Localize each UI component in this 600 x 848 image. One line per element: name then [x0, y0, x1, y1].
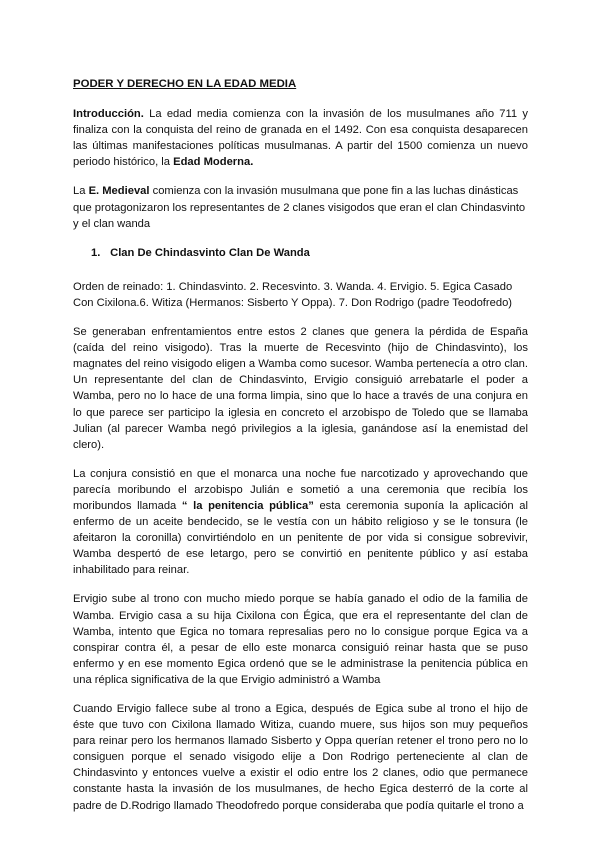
conspiracy-end: esta ceremonia suponía la aplicación al enfermo de un aceite bendecido, se le vestía con un hábito religioso y se le tonsura (le afeitaron la coronilla) convirtiéndolo en un penitente de por vida si consigue sobrevivir, Wamba despertó de ese letargo, pero se convirtió en penitente público y así estaba inhabilitado para reinar. [73, 499, 528, 577]
conspiracy-paragraph [73, 466, 528, 579]
intro-bold-end: Edad Moderna. [173, 156, 254, 169]
reign-order-paragraph: Orden de reinado: 1. Chindasvinto. 2. Recesvinto. 3. Wanda. 4. Ervigio. 5. Egica Casado Con Cixilona.6. Witiza (Hermanos: Sisberto Y Oppa). 7. Don Rodrigo (padre Teodofredo) [73, 280, 513, 309]
ervigio-paragraph: Ervigio sube al trono con mucho miedo porque se había ganado el odio de la familia de Wamba. Ervigio casa a su hija Cixilona con Égica, que era el representante del clan de Wamba, intento que Egica no tomara represalias pero no lo consigue porque Egica va a conspirar contra él, a pesar de ello este monarca consiguió reinar hasta que se puso enfermo y en ese momento Egica ordenó que se le administrase la penitencia pública en una réplica significativa de la que Ervigio administró a Wamba [73, 593, 528, 686]
intro-paragraph [73, 106, 528, 170]
intro-lead: Introducción. [73, 108, 144, 121]
document-body [73, 76, 528, 827]
conspiracy-start: La conjura consistió en que el monarca una noche fue narcotizado y aprovechando que parecía moribundo el arzobispo Julián e sometió a una ceremonia que recibía los moribundos llamada [73, 467, 528, 512]
intro-text: La edad media comienza con la invasión de los musulmanes año 711 y finaliza con la conquista del reino de granada en el 1492. Con esa conquista desaparecen las últimas manifestaciones políticas musulmanas. A partir del 1500 comienza un nuevo periodo histórico, la [73, 108, 528, 169]
section-heading-text: Clan De Chindasvinto Clan De Wanda [110, 246, 310, 259]
medieval-bold: E. Medieval [88, 185, 150, 198]
section-heading [91, 245, 528, 261]
medieval-text: comienza con la invasión musulmana que pone fin a las luchas dinásticas que protagonizaron los representantes de 2 clanes visigodos que eran el clan Chindasvinto y el clan wanda [73, 185, 526, 230]
medieval-paragraph [73, 183, 528, 231]
conspiracy-bold: “ la penitencia pública” [181, 499, 314, 512]
succession-paragraph: Cuando Ervigio fallece sube al trono a Egica, después de Egica sube al trono el hijo de éste que tuvo con Cixilona llamado Witiza, cuando muere, sus hijos son muy pequeños para reinar pero los hermanos llamado Sisberto y Oppa querían retener el trono pero no lo consiguen porque el senado visigodo elije a Don Rodrigo perteneciente al clan de Chindasvinto y entonces vuelve a existir el odio entre los 2 clanes, odio que permanece constante hasta la invasión de los musulmanes, de hecho Egica desterró de la corte al padre de D.Rodrigo llamado Theodofredo porque consideraba que podía quitarle el trono a [73, 703, 528, 812]
medieval-start: La [73, 185, 89, 198]
document-title: PODER Y DERECHO EN LA EDAD MEDIA [73, 78, 297, 90]
section-number: 1. [91, 246, 101, 259]
conflict-paragraph: Se generaban enfrentamientos entre estos 2 clanes que genera la pérdida de España (caída del reino visigodo). Tras la muerte de Recesvinto (hijo de Chindasvinto), los magnates del reino visigodo eligen a Wamba como sucesor. Wamba pertenecía a otro clan. Un representante del clan de Chindasvinto, Ervigio consiguió arrebatarle el poder a Wamba, pero no lo hace de una forma limpia, sino que lo hace a través de una conjura en lo que parece ser participo la iglesia en concreto el arzobispo de Toledo que se llamaba Julian (al parecer Wamba negó privilegios a la iglesia, ganándose así la enemistad del clero). [73, 326, 528, 451]
